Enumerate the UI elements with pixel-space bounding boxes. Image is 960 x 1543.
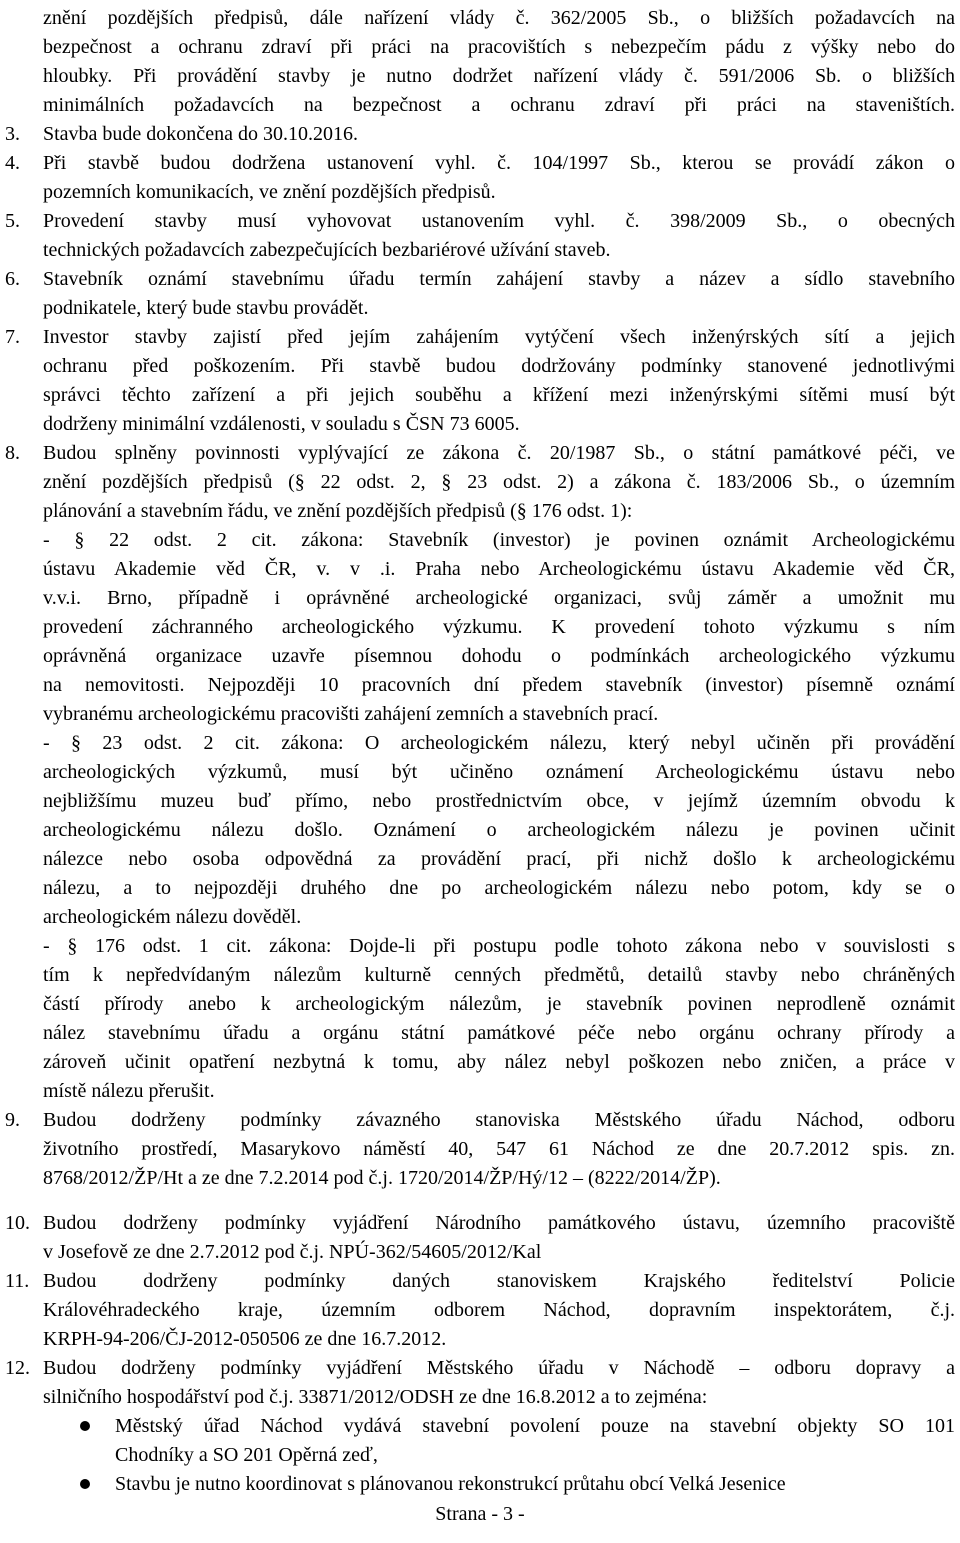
text-line: silničního hospodářství pod č.j. 33871/2012/ODSH ze dne 16.8.2012 a to zejména: xyxy=(43,1386,708,1408)
list-number: 7. xyxy=(5,326,20,348)
text-line: Stavba bude dokončena do 30.10.2016. xyxy=(43,123,358,145)
list-number: 6. xyxy=(5,268,20,290)
text-line: ústavu Akademie věd ČR, v. v .i. Praha nebo Archeologickému ústavu Akademie věd ČR, xyxy=(43,558,955,580)
text-line: v.v.i. Brno, případně i oprávněné archeologické organizaci, svůj záměr a umožnit mu xyxy=(43,587,955,609)
text-line: životního prostředí, Masarykovo náměstí 40, 547 61 Náchod ze dne 20.7.2012 spis. zn. xyxy=(43,1138,955,1160)
text-line: Provedení stavby musí vyhovovat ustanovením vyhl. č. 398/2009 Sb., o obecných xyxy=(43,210,955,232)
text-line: na nemovitosti. Nejpozději 10 pracovních dní předem stavebník (investor) písemně oznámí xyxy=(43,674,955,696)
text-line: místě nálezu přerušit. xyxy=(43,1080,215,1102)
list-number: 8. xyxy=(5,442,20,464)
text-line: nejbližšímu muzeu buď přímo, nebo prostřednictvím obce, v jejímž územním obvodu k xyxy=(43,790,955,812)
text-line: částí přírody anebo k archeologickým nálezům, je stavebník povinen neprodleně oznámit xyxy=(43,993,955,1015)
text-line: Budou dodrženy podmínky daných stanoviskem Krajského ředitelství Policie xyxy=(43,1270,955,1292)
text-line: Budou dodrženy podmínky závazného stanoviska Městského úřadu Náchod, odboru xyxy=(43,1109,955,1131)
text-line: Stavebník oznámí stavebnímu úřadu termín zahájení stavby a název a sídlo stavebního xyxy=(43,268,955,290)
text-line: Královéhradeckého kraje, územním odborem Náchod, dopravním inspektorátem, č.j. xyxy=(43,1299,955,1321)
text-line: nálezce nebo osoba odpovědná za provádění prací, při nichž došlo k archeologickému xyxy=(43,848,955,870)
list-number: 3. xyxy=(5,123,20,145)
text-line: podnikatele, který bude stavbu provádět. xyxy=(43,297,369,319)
text-line: Chodníky a SO 201 Opěrná zeď, xyxy=(115,1444,378,1466)
text-line: zároveň učinit opatření nezbytná k tomu, aby nález nebyl poškozen nebo zničen, a práce v xyxy=(43,1051,955,1073)
text-line: tím k nepředvídaným nálezům kulturně cenných předmětů, detailů stavby nebo chráněných xyxy=(43,964,955,986)
text-line: nález stavebnímu úřadu a orgánu státní památkové péče nebo orgánu ochrany přírody a xyxy=(43,1022,955,1044)
text-line: - § 176 odst. 1 cit. zákona: Dojde-li při postupu podle tohoto zákona nebo v souvislosti s xyxy=(43,935,955,957)
list-number: 12. xyxy=(5,1357,30,1379)
text-line: Budou dodrženy podmínky vyjádření Národního památkového ústavu, územního pracoviště xyxy=(43,1212,955,1234)
text-line: oprávněná organizace uzavře písemnou dohodu o podmínkách archeologického výzkumu xyxy=(43,645,955,667)
text-line: znění pozdějších předpisů, dále nařízení vlády č. 362/2005 Sb., o bližších požadavcích na xyxy=(43,7,955,29)
list-number: 4. xyxy=(5,152,20,174)
text-line: 8768/2012/ŽP/Ht a ze dne 7.2.2014 pod č.j. 1720/2014/ŽP/Hý/12 – (8222/2014/ŽP). xyxy=(43,1167,721,1189)
text-line: KRPH-94-206/ČJ-2012-050506 ze dne 16.7.2012. xyxy=(43,1328,447,1350)
text-line: dodrženy minimální vzdálenosti, v souladu s ČSN 73 6005. xyxy=(43,413,520,435)
page-footer: Strana - 3 - xyxy=(435,1503,525,1525)
text-line: Stavbu je nutno koordinovat s plánovanou rekonstrukcí průtahu obcí Velká Jesenice xyxy=(115,1473,786,1495)
list-number: 10. xyxy=(5,1212,30,1234)
text-line: Budou dodrženy podmínky vyjádření Městského úřadu v Náchodě – odboru dopravy a xyxy=(43,1357,955,1379)
text-line: Městský úřad Náchod vydává stavební povolení pouze na stavební objekty SO 101 xyxy=(115,1415,955,1437)
text-line: Investor stavby zajistí před jejím zahájením vytýčení všech inženýrských sítí a jejich xyxy=(43,326,955,348)
text-line: hloubky. Při provádění stavby je nutno dodržet nařízení vlády č. 591/2006 Sb. o bližších xyxy=(43,65,955,87)
list-number: 5. xyxy=(5,210,20,232)
text-line: - § 23 odst. 2 cit. zákona: O archeologickém nálezu, který nebyl učiněn při provádění xyxy=(43,732,955,754)
text-line: bezpečnost a ochranu zdraví při práci na pracovištích s nebezpečím pádu z výšky nebo do xyxy=(43,36,955,58)
text-line: archeologickému nálezu došlo. Oznámení o archeologickém nálezu je povinen učinit xyxy=(43,819,955,841)
text-line: - § 22 odst. 2 cit. zákona: Stavebník (investor) je povinen oznámit Archeologickému xyxy=(43,529,955,551)
text-line: archeologických výzkumů, musí být učiněno oznámení Archeologickému ústavu nebo xyxy=(43,761,955,783)
text-line: archeologickém nálezu dověděl. xyxy=(43,906,302,928)
text-line: znění pozdějších předpisů (§ 22 odst. 2, § 23 odst. 2) a zákona č. 183/2006 Sb., o územním xyxy=(43,471,955,493)
text-line: ochranu před poškozením. Při stavbě budou dodržovány podmínky stanovené jednotlivými xyxy=(43,355,955,377)
text-line: minimálních požadavcích na bezpečnost a ochranu zdraví při práci na staveništích. xyxy=(43,94,955,116)
text-line: technických požadavcích zabezpečujících bezbariérové užívání staveb. xyxy=(43,239,611,261)
text-line: pozemních komunikacích, ve znění pozdějších předpisů. xyxy=(43,181,496,203)
text-line: v Josefově ze dne 2.7.2012 pod č.j. NPÚ-362/54605/2012/Kal xyxy=(43,1241,542,1263)
text-line: nálezu, a to nejpozději druhého dne po archeologickém nálezu nebo potom, kdy se o xyxy=(43,877,955,899)
text-line: Budou splněny povinnosti vyplývající ze zákona č. 20/1987 Sb., o státní památkové péči, ve xyxy=(43,442,955,464)
list-number: 11. xyxy=(5,1270,30,1292)
list-number: 9. xyxy=(5,1109,20,1131)
text-line: Při stavbě budou dodržena ustanovení vyhl. č. 104/1997 Sb., kterou se provádí zákon o xyxy=(43,152,955,174)
text-line: vybranému archeologickému pracovišti zahájení zemních a stavebních prací. xyxy=(43,703,659,725)
text-line: plánování a stavebním řádu, ve znění pozdějších předpisů (§ 176 odst. 1): xyxy=(43,500,633,522)
bullet-icon xyxy=(80,1421,90,1431)
text-line: správci těchto zařízení a při jejich souběhu a křížení mezi inženýrskými sítěmi musí být xyxy=(43,384,955,406)
text-line: provedení záchranného archeologického výzkumu. K provedení tohoto výzkumu s ním xyxy=(43,616,955,638)
bullet-icon xyxy=(80,1479,90,1489)
